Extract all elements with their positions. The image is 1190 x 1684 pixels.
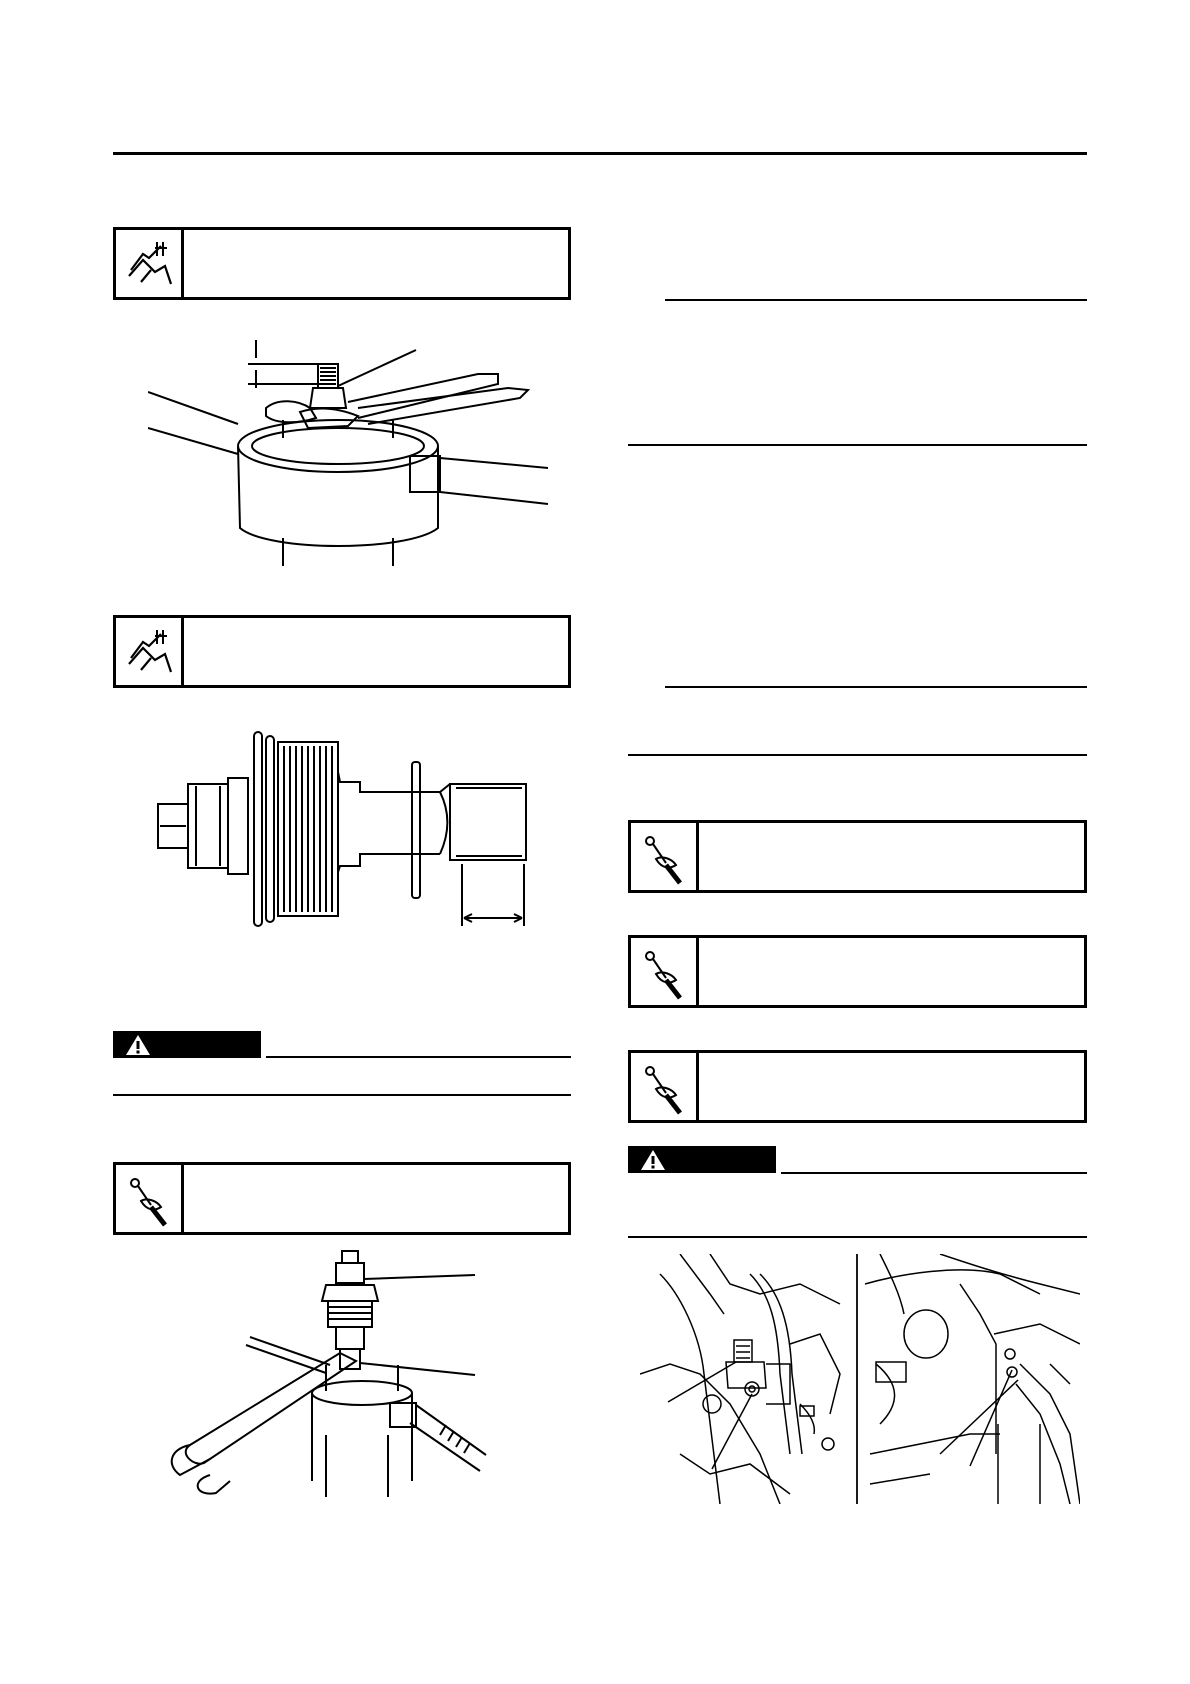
note-rule-3 xyxy=(665,686,1087,688)
tighten-spec-text-2 xyxy=(699,823,1084,890)
tighten-spec-box-2 xyxy=(628,820,1087,893)
damper-assembly-figure xyxy=(150,722,540,927)
warning-triangle-icon xyxy=(125,1034,151,1056)
damper-rod-locknut-figure xyxy=(148,328,548,568)
warning-badge-1 xyxy=(113,1031,261,1058)
note-rule-4 xyxy=(628,754,1087,756)
caliper-icon xyxy=(116,618,184,685)
torque-wrench-icon xyxy=(631,938,699,1005)
torque-wrench-icon xyxy=(631,823,699,890)
torque-wrench-icon xyxy=(631,1053,699,1120)
section-rule-1 xyxy=(113,1094,571,1096)
measure-spec-text-1 xyxy=(184,230,568,297)
header-rule xyxy=(113,152,1087,155)
measure-spec-box-1 xyxy=(113,227,571,300)
torque-wrench-icon xyxy=(116,1165,184,1232)
measure-spec-text-2 xyxy=(184,618,568,685)
note-rule-2 xyxy=(628,444,1087,446)
warning-badge-2 xyxy=(628,1146,776,1173)
tighten-spec-box-1 xyxy=(113,1162,571,1235)
motorcycle-front-fork-photo xyxy=(640,1254,1080,1504)
measure-spec-box-2 xyxy=(113,615,571,688)
note-rule-1 xyxy=(665,299,1087,301)
warning-rule-2 xyxy=(781,1172,1087,1174)
section-rule-2 xyxy=(628,1236,1087,1238)
tighten-spec-box-4 xyxy=(628,1050,1087,1123)
caliper-icon xyxy=(116,230,184,297)
tighten-spec-text-1 xyxy=(184,1165,568,1232)
tighten-spec-text-3 xyxy=(699,938,1084,1005)
tighten-spec-text-4 xyxy=(699,1053,1084,1120)
warning-rule-1 xyxy=(266,1056,571,1058)
warning-triangle-icon xyxy=(640,1149,666,1171)
tighten-spec-box-3 xyxy=(628,935,1087,1008)
cap-bolt-wrench-figure xyxy=(150,1245,490,1497)
